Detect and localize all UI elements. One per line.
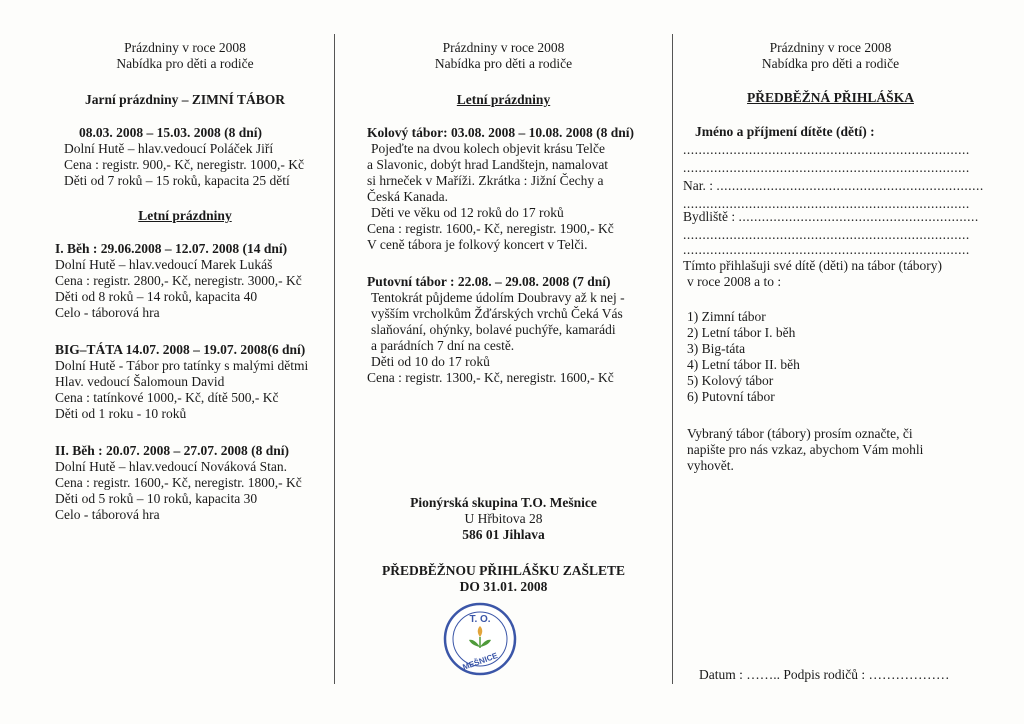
zimni-dates: 08.03. 2008 – 15.03. 2008 (8 dní) [79, 125, 263, 140]
kolovy-line: Cena : registr. 1600,- Kč, neregistr. 1900,- Kč [367, 221, 614, 236]
kolovy-line: Pojeďte na dvou kolech objevit krásu Telče [371, 141, 605, 156]
putovni-line: Děti od 10 do 17 roků [371, 354, 490, 369]
putovni-line: Cena : registr. 1300,- Kč, neregistr. 1600,- Kč [367, 370, 614, 385]
option-item[interactable]: 3) Big-táta [687, 341, 746, 356]
header-line1: Prázdniny v roce 2008 [442, 40, 565, 55]
org-logo [442, 601, 518, 677]
beh2-line: Celo - táborová hra [55, 507, 160, 522]
putovni-line: vyšším vrcholkům Žďárských vrchů Čeká Vás [371, 306, 623, 321]
name-field-2[interactable]: .......................................................................... [683, 160, 970, 175]
name-field[interactable]: .......................................................................... [683, 142, 970, 157]
kolovy-line: Česká Kanada. [367, 189, 448, 204]
bigtata-line: Hlav. vedoucí Šalomoun David [55, 374, 225, 389]
header-line2: Nabídka pro děti a rodiče [761, 56, 900, 71]
bigtata-line: Dolní Hutě - Tábor pro tatínky s malými dětmi [55, 358, 309, 373]
beh2-title: II. Běh : 20.07. 2008 – 27.07. 2008 (8 dní) [55, 443, 290, 458]
column-1 [0, 0, 334, 724]
option-item[interactable]: 5) Kolový tábor [687, 373, 774, 388]
birth-field[interactable]: ..................................................................... [716, 178, 984, 193]
note-line: Vybraný tábor (tábory) prosím označte, či [687, 426, 913, 441]
option-item[interactable]: 1) Zimní tábor [687, 309, 766, 324]
option-item[interactable]: 4) Letní tábor II. běh [687, 357, 800, 372]
beh2-line: Dolní Hutě – hlav.vedoucí Nováková Stan. [55, 459, 287, 474]
address-city: 586 01 Jihlava [462, 527, 545, 542]
putovni-line: Tentokrát půjdeme údolím Doubravy až k nej - [371, 290, 625, 305]
beh2-line: Cena : registr. 1600,- Kč, neregistr. 1800,- Kč [55, 475, 302, 490]
option-item[interactable]: 2) Letní tábor I. běh [687, 325, 796, 340]
beh2-line: Děti od 5 roků – 10 roků, kapacita 30 [55, 491, 258, 506]
column-2 [335, 0, 672, 724]
note-line: vyhovět. [687, 458, 734, 473]
bigtata-line: Cena : tatínkové 1000,- Kč, dítě 500,- Kč [55, 390, 279, 405]
kolovy-line: V ceně tábora je folkový koncert v Telči. [367, 237, 588, 252]
zimni-line: Děti od 7 roků – 15 roků, kapacita 25 dětí [64, 173, 290, 188]
birth-row [683, 178, 984, 194]
option-item[interactable]: 6) Putovní tábor [687, 389, 775, 404]
kolovy-title: Kolový tábor: 03.08. 2008 – 10.08. 2008 (8 dní) [367, 125, 635, 140]
logo-text-bottom: MEŠNICE [461, 651, 499, 672]
intro-line2: v roce 2008 a to : [687, 274, 782, 289]
kolovy-line: si hrneček v Maříži. Zkrátka : Jižní Čechy a [367, 173, 604, 188]
zimni-line: Cena : registr. 900,- Kč, neregistr. 1000,- Kč [64, 157, 304, 172]
birth-label: Nar. : [683, 178, 717, 193]
signature-line[interactable]: Datum : …….. Podpis rodičů : ……………… [699, 667, 950, 682]
beh1-line: Cena : registr. 2800,- Kč, neregistr. 3000,- Kč [55, 273, 302, 288]
putovni-line: slaňování, ohýnky, bolavé puchýře, kamarádi [371, 322, 616, 337]
bigtata-title: BIG–TÁTA 14.07. 2008 – 19.07. 2008(6 dní) [55, 342, 306, 357]
beh1-line: Dolní Hutě – hlav.vedoucí Marek Lukáš [55, 257, 273, 272]
birth-field-2[interactable]: .......................................................................... [683, 196, 970, 211]
note-line: napište pro nás vzkaz, abychom Vám mohli [687, 442, 924, 457]
putovni-line: a parádních 7 dní na cestě. [371, 338, 515, 353]
section-heading-zimni: Jarní prázdniny – ZIMNÍ TÁBOR [84, 92, 286, 107]
kolovy-line: a Slavonic, dobýt hrad Landštejn, namalovat [367, 157, 609, 172]
header-line1: Prázdniny v roce 2008 [769, 40, 892, 55]
address-street: U Hřbitova 28 [464, 511, 543, 526]
notice-line1: PŘEDBĚŽNOU PŘIHLÁŠKU ZAŠLETE [381, 563, 626, 578]
beh1-title: I. Běh : 29.06.2008 – 12.07. 2008 (14 dní) [55, 241, 288, 256]
zimni-line: Dolní Hutě – hlav.vedoucí Poláček Jiří [64, 141, 274, 156]
intro-line1: Tímto přihlašuji své dítě (děti) na tábor (tábory) [683, 258, 943, 273]
address-field-2[interactable]: .......................................................................... [683, 227, 970, 242]
address-field-3[interactable]: .......................................................................... [683, 242, 970, 257]
bigtata-line: Děti od 1 roku - 10 roků [55, 406, 187, 421]
address-org: Pionýrská skupina T.O. Mešnice [410, 495, 597, 510]
header-line2: Nabídka pro děti a rodiče [116, 56, 254, 71]
form-heading: PŘEDBĚŽNÁ PŘIHLÁŠKA [747, 90, 914, 105]
address-row [683, 209, 979, 225]
notice-line2: DO 31.01. 2008 [459, 579, 548, 594]
column-3 [673, 0, 1024, 724]
beh1-line: Celo - táborová hra [55, 305, 160, 320]
section-heading-letni: Letní prázdniny [138, 208, 232, 223]
header-line1: Prázdniny v roce 2008 [124, 40, 246, 55]
beh1-line: Děti od 8 roků – 14 roků, kapacita 40 [55, 289, 258, 304]
address-field[interactable]: .............................................................. [738, 209, 979, 224]
putovni-title: Putovní tábor : 22.08. – 29.08. 2008 (7 dní) [367, 274, 611, 289]
logo-text-top: T. O. [469, 614, 491, 625]
header-line2: Nabídka pro děti a rodiče [434, 56, 573, 71]
kolovy-line: Děti ve věku od 12 roků do 17 roků [371, 205, 564, 220]
name-label: Jméno a příjmení dítěte (dětí) : [695, 124, 875, 139]
address-label: Bydliště : [683, 209, 739, 224]
section-heading-letni: Letní prázdniny [456, 92, 551, 107]
